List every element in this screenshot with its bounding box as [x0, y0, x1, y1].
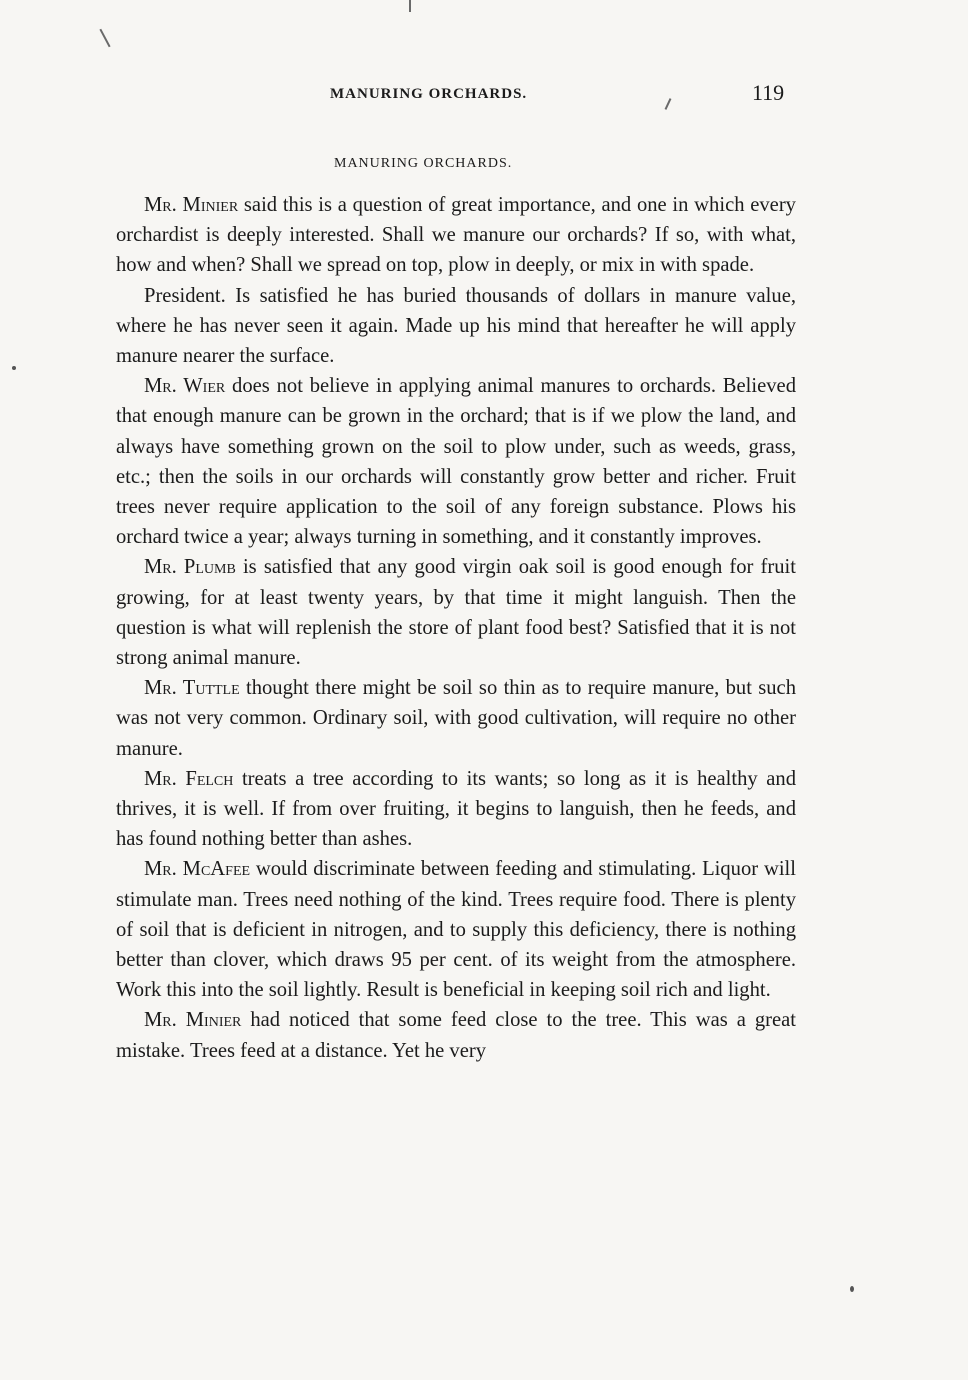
speaker-name: Mr. Minier [144, 1009, 242, 1032]
paragraph [116, 552, 796, 673]
paragraph [116, 764, 796, 855]
paragraph-text: is satisfied that any good virgin oak soil is good enough for fruit growing, for at least twenty years, by that time it might languish. Then the question is what will replenish the store of plant food best? Satisfied that it is not strong animal manure. [116, 556, 796, 670]
paragraph [116, 371, 796, 552]
page-number: 119 [752, 80, 785, 105]
paragraph [116, 1005, 796, 1065]
paragraph-text: said this is a question of great importance, and one in which every orchardist is deeply interested. Shall we manure our orchards? If so, with what, how and when? Shall we spread on top, plow in deeply, or mix in with spade. [116, 194, 796, 277]
scan-mark-right [665, 98, 672, 110]
speaker-name: Mr. McAfee [144, 858, 251, 881]
paragraph [116, 673, 796, 764]
speaker-name: Mr. Minier [144, 194, 239, 216]
paragraph [116, 854, 796, 1005]
speaker-name: President. [144, 284, 226, 307]
running-title: MANURING ORCHARDS. [330, 86, 528, 102]
speaker-name: Mr. Wier [144, 375, 226, 398]
scan-speck-bottom [850, 1286, 854, 1292]
body-text [116, 190, 796, 1066]
paragraph [116, 281, 796, 372]
paragraph-text: treats a tree according to its wants; so long as it is healthy and thrives, it is well. If from over fruiting, it begins to languish, then he feeds, and has found nothing better than ashes. [116, 767, 796, 851]
paragraph-text: does not believe in applying animal manures to orchards. Believed that enough manure can be grown in the orchard; that is if we plow the land, and always have something grown on the soil to plow under, such as weeds, grass, etc.; then the soils in our orchards will constantly grow better and richer. Fruit trees never require application to the soil of any foreign substance. Plows his orchard twice a year; always turning in something, and it constantly improves. [116, 375, 796, 549]
section-title: MANURING ORCHARDS. [334, 156, 513, 171]
speaker-name: Mr. Tuttle [144, 677, 240, 700]
paragraph-text: would discriminate between feeding and stimulating. Liquor will stimulate man. Trees need nothing of the kind. Trees require food. There is plenty of soil that is deficient in nitrogen, and to supply this deficiency, there is nothing better than clover, which draws 95 per cent. of its weight from the atmosphere. Work this into the soil lightly. Result is beneficial in keeping soil rich and light. [116, 858, 796, 1002]
paragraph-text: Is satisfied he has buried thousands of dollars in manure value, where he has never seen it again. Made up his mind that hereafter he will apply manure nearer the surface. [116, 284, 796, 368]
speaker-name: Mr. Plumb [144, 556, 236, 579]
scan-speck-left [12, 366, 16, 370]
scan-mark-left [99, 29, 110, 48]
paragraph [116, 190, 796, 281]
speaker-name: Mr. Felch [144, 767, 234, 790]
paragraph-text: thought there might be soil so thin as to require manure, but such was not very common. Ordinary soil, with good cultivation, will require no other manure. [116, 677, 796, 760]
scan-mark-top [409, 0, 411, 12]
paragraph-text: had noticed that some feed close to the tree. This was a great mistake. Trees feed at a distance. Yet he very [116, 1009, 796, 1062]
